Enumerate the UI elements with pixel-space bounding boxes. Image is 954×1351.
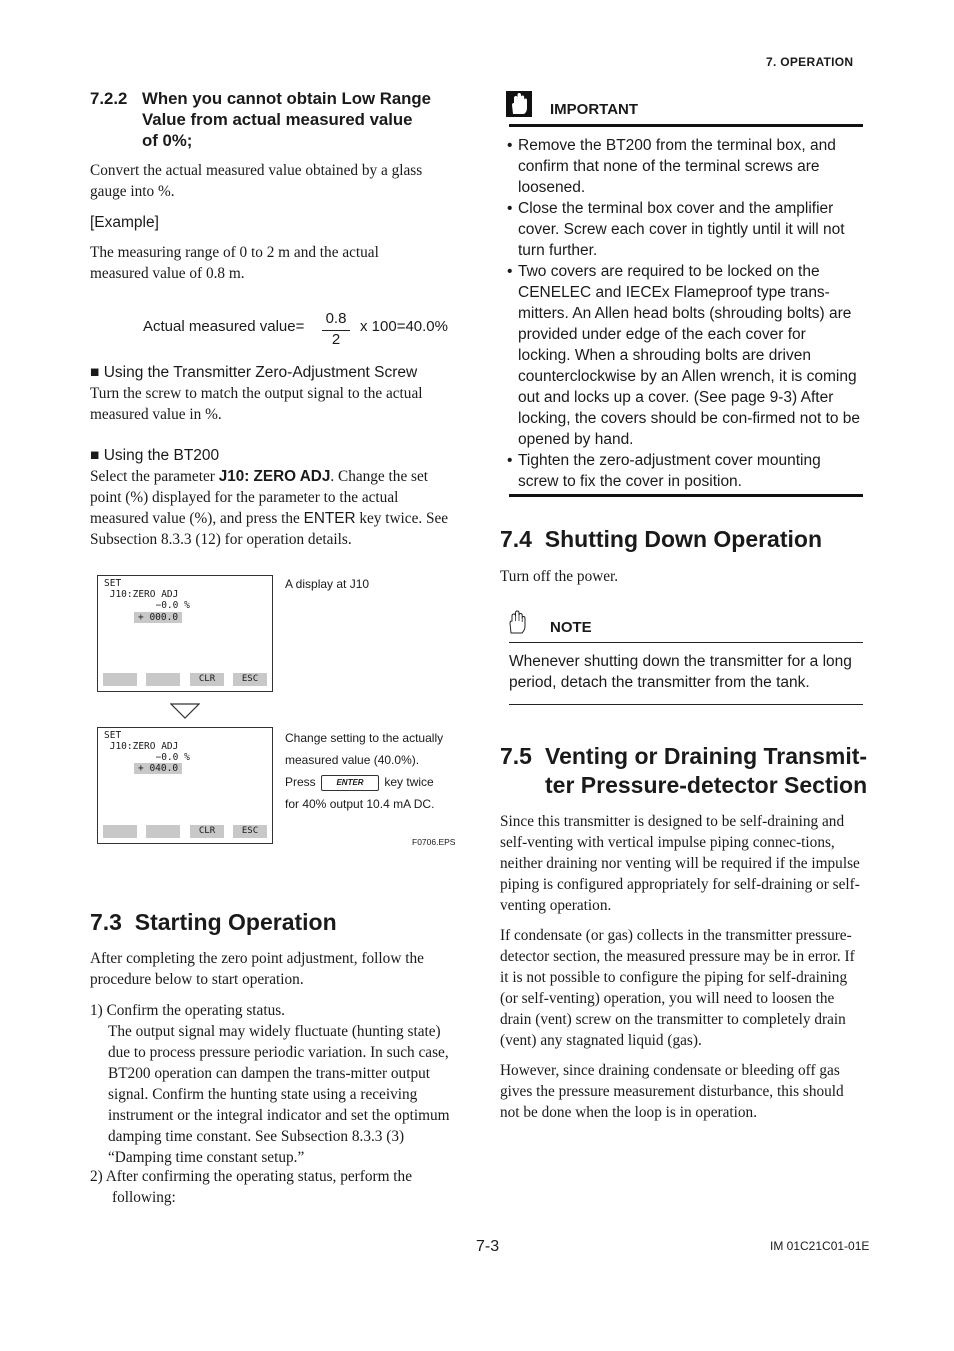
display-line: −0.0 % (104, 752, 190, 763)
subsection-number: 7.2.2 (90, 89, 128, 108)
text: . Change the set point (%) displayed for the parameter to the actual measured value (%), and press the (90, 468, 429, 527)
display-value: + 000.0 (134, 612, 182, 623)
caption-line: measured value (40.0%). (285, 753, 420, 767)
screw-heading (90, 362, 417, 383)
caption-text: Press (285, 775, 316, 789)
example-paragraph: The measuring range of 0 to 2 m and the actual measured value of 0.8 m. (90, 244, 379, 282)
enter-word: ENTER (303, 510, 356, 527)
note-rule-top (509, 642, 863, 643)
bt200-heading-text: Using the BT200 (103, 447, 220, 464)
down-arrow-icon (170, 703, 200, 719)
formula-prefix: Actual measured value= (143, 318, 305, 335)
caption-line: Change setting to the actually (285, 731, 444, 745)
enter-key-icon: ENTER (321, 775, 379, 791)
important-rule-bottom (509, 494, 863, 497)
screw-paragraph: Turn the screw to match the output signal to the actual measured value in %. (90, 385, 423, 423)
display-value: + 040.0 (134, 763, 182, 774)
section-7-4-text: Turn off the power. (500, 568, 619, 585)
formula-denominator: 2 (331, 331, 341, 348)
important-list (509, 135, 861, 492)
softkey-blank (103, 673, 137, 686)
section-7-5-paragraph-2: If condensate (or gas) collects in the transmitter pressure-detector section, the measured pressure may be in error. If it is not possible to configure the piping for self-draining (or self-venting) operation, you will need to loosen the drain (vent) screw on the transmitter to completely drain (vent) any stagnated liquid (gas). (500, 927, 855, 1049)
step-2: 2) After confirming the operating status, perform the (90, 1168, 412, 1185)
note-label: NOTE (550, 619, 592, 636)
square-bullet-icon: ■ (90, 364, 100, 381)
step-1-text: The output signal may widely fluctuate (hunting state) due to process pressure periodic variation. In such case, BT200 operation can dampen the trans-mitter output signal. Confirm the hunting state using a receiving instrument or the integral indicator and set the optimum damping time constant. See Subsection 8.3.3 (3) “Damping time constant setup.” (108, 1023, 450, 1166)
note-text: Whenever shutting down the transmitter for a long period, detach the transmitter from the tank. (509, 653, 852, 691)
formula-suffix: x 100=40.0% (360, 318, 448, 335)
section-title-line: Venting or Draining Transmit- (545, 743, 868, 769)
section-7-5-paragraph-3: However, since draining condensate or bleeding off gas gives the pressure measurement disturbance, this should not be done when the loop is in operation. (500, 1062, 844, 1121)
document-number: IM 01C21C01-01E (770, 1239, 870, 1253)
subsection-title-line: of 0%; (142, 131, 193, 150)
parameter-name: J10: ZERO ADJ (218, 468, 331, 485)
subsection-title-line: When you cannot obtain Low Range (142, 89, 432, 108)
section-title-line: ter Pressure-detector Section (545, 772, 868, 798)
softkey-esc: ESC (233, 673, 267, 686)
softkey-blank (103, 825, 137, 838)
example-label: [Example] (90, 214, 159, 231)
section-7-3-intro: After completing the zero point adjustment, follow the procedure below to start operation. (90, 950, 424, 988)
section-7-5-paragraph-1: Since this transmitter is designed to be self-draining and self-venting with vertical impulse piping connec-tions, neither draining nor venting will be required if the impulse piping is configured appropriately for self-draining or self-venting operation. (500, 813, 860, 914)
display-line: J10:ZERO ADJ (104, 741, 179, 752)
display-line: SET (104, 730, 122, 741)
caption-line (285, 771, 460, 793)
display-line: SET (104, 578, 122, 589)
important-label: IMPORTANT (550, 101, 639, 118)
softkey-blank (146, 825, 180, 838)
figure-caption-1: A display at J10 (285, 577, 370, 591)
step-2-cont: following: (112, 1189, 176, 1206)
softkey-esc: ESC (233, 825, 267, 838)
section-7-3-title: 7.3 Starting Operation (90, 909, 337, 935)
caption-line: for 40% output 10.4 mA DC. (285, 797, 435, 811)
softkey-blank (146, 673, 180, 686)
softkey-clr: CLR (190, 673, 224, 686)
important-rule-top (509, 124, 863, 127)
bt200-display-1 (97, 575, 273, 692)
important-item: • Tighten the zero-adjustment cover mounting screw to fix the cover in position. (509, 450, 861, 492)
hand-note-icon (503, 608, 531, 636)
bt200-paragraph (90, 466, 452, 550)
text: Select the parameter (90, 468, 219, 485)
important-item: • Remove the BT200 from the terminal box, and confirm that none of the terminal screws are loosened. (509, 135, 861, 198)
formula (143, 310, 463, 350)
hand-warning-icon (505, 90, 533, 118)
formula-numerator: 0.8 (325, 310, 347, 327)
running-header: 7. OPERATION (766, 55, 854, 69)
screw-heading-text: Using the Transmitter Zero-Adjustment Screw (103, 364, 418, 381)
display-line: J10:ZERO ADJ (104, 589, 179, 600)
square-bullet-icon: ■ (90, 447, 100, 464)
step-1-title: 1) Confirm the operating status. (90, 1002, 285, 1019)
subsection-title-line: Value from actual measured value (142, 110, 413, 129)
intro-paragraph: Convert the actual measured value obtained by a glass gauge into %. (90, 162, 423, 200)
section-7-4-title: 7.4 Shutting Down Operation (500, 526, 822, 552)
important-item: • Two covers are required to be locked on the CENELEC and IECEx Flameproof type trans-mitters. An Allen head bolts (shrouding bolts) are provided under edge of the each cover for locking. When a shrouding bolts are driven counterclockwise by an Allen wrench, it is coming out and locks up a cover. (See page 9-3) After locking, the covers should be con-firmed not to be opened by hand. (509, 261, 861, 450)
figure-file-id: F0706.EPS (412, 837, 456, 847)
caption-text: key twice (384, 775, 434, 789)
bt200-display-2 (97, 727, 273, 844)
section-number: 7.5 (500, 743, 532, 769)
display-line: −0.0 % (104, 600, 190, 611)
note-rule-bottom (509, 704, 863, 705)
important-item: • Close the terminal box cover and the amplifier cover. Screw each cover in tightly until it will not turn further. (509, 198, 861, 261)
text: key twice. See Subsection 8.3.3 (12) for operation details. (90, 510, 449, 548)
bt200-heading (90, 445, 219, 466)
page-number: 7-3 (476, 1238, 500, 1255)
softkey-clr: CLR (190, 825, 224, 838)
figure-caption-2 (285, 727, 460, 815)
